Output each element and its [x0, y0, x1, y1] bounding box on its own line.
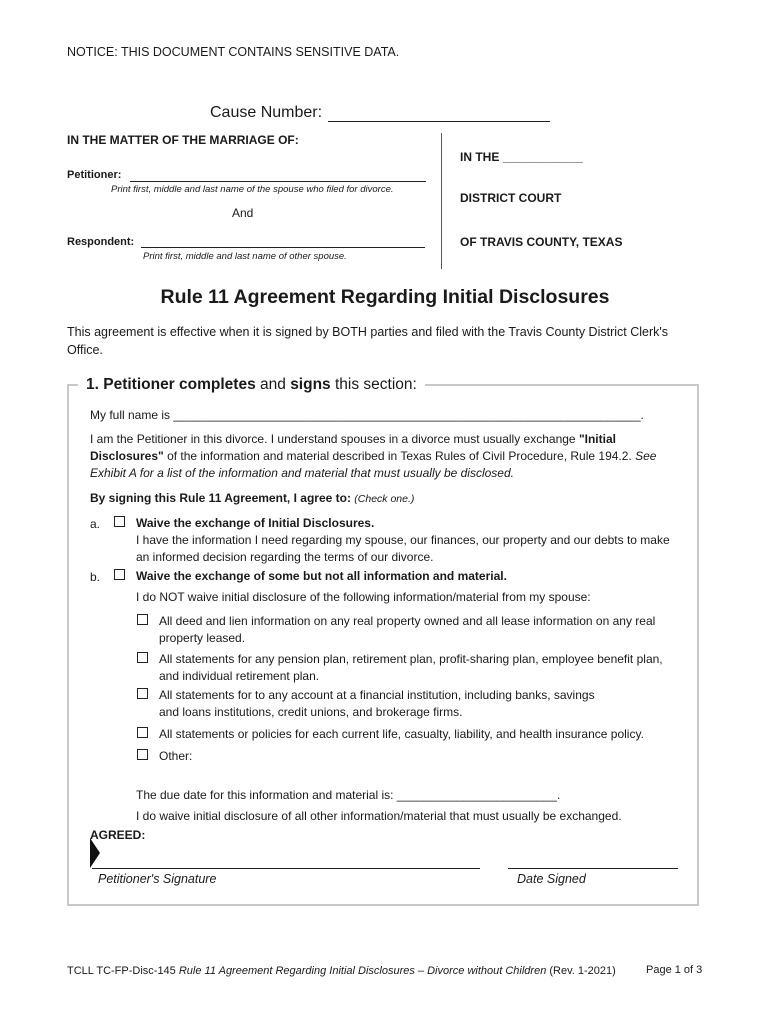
footer-form-info — [67, 965, 616, 977]
item-insurance-checkbox[interactable] — [137, 727, 148, 738]
option-b-letter: b. — [90, 570, 101, 584]
option-b-title: Waive the exchange of some but not all information and material. — [136, 569, 507, 583]
option-a-title: Waive the exchange of Initial Disclosures. — [136, 516, 375, 530]
item-real-property-checkbox[interactable] — [137, 614, 148, 625]
petitioner-name-field[interactable] — [130, 181, 426, 182]
para-line3: Exhibit A for a list of the information and material that must usually be disclosed. — [90, 466, 514, 480]
section-heading — [78, 376, 425, 394]
option-b-line1: I do NOT waive initial disclosure of the following information/material from my spouse: — [136, 590, 591, 604]
item-insurance: All statements or policies for each current life, casualty, liability, and health insurance policy. — [159, 727, 644, 741]
item-pension — [159, 651, 699, 685]
item-pension-checkbox[interactable] — [137, 652, 148, 663]
sensitive-data-notice: NOTICE: THIS DOCUMENT CONTAINS SENSITIVE DATA. — [67, 45, 400, 59]
para-line2-c: See — [635, 449, 657, 463]
page-number: Page 1 of 3 — [646, 964, 703, 976]
cause-number-label: Cause Number: — [210, 104, 323, 121]
petitioner-label: Petitioner: — [67, 169, 122, 181]
petitioner-signature-field[interactable] — [92, 868, 480, 869]
option-b-text — [136, 568, 696, 606]
petitioner-paragraph — [90, 431, 690, 482]
item-real-property-line1: All deed and lien information on any real property owned and all lease information on any real — [159, 614, 656, 628]
option-a-checkbox[interactable] — [114, 516, 125, 527]
item-other-checkbox[interactable] — [137, 749, 148, 760]
petitioner-note: Print first, middle and last name of the spouse who filed for divorce. — [111, 184, 394, 195]
para-line1-a: I am the Petitioner in this divorce. I understand spouses in a divorce must usually exchange — [90, 432, 579, 446]
option-a-text — [136, 515, 701, 566]
matter-heading: IN THE MATTER OF THE MARRIAGE OF: — [67, 133, 299, 147]
para-line2-a: Disclosures" — [90, 449, 164, 463]
cause-number-field[interactable] — [328, 121, 550, 122]
footer-code: TCLL TC-FP-Disc-145 — [67, 965, 179, 977]
footer-form-title: Rule 11 Agreement Regarding Initial Disclosures – Divorce without Children — [178, 965, 547, 977]
court-number-line: IN THE ____________ — [460, 150, 583, 164]
district-court-text: DISTRICT COURT — [460, 191, 562, 205]
item-financial-account-checkbox[interactable] — [137, 688, 148, 699]
item-other: Other: — [159, 749, 193, 763]
caption-divider — [441, 133, 442, 269]
item-pension-line1: All statements for any pension plan, retirement plan, profit-sharing plan, employee benefit plan, — [159, 652, 663, 666]
item-financial-account-line2: and loans institutions, credit unions, and brokerage firms. — [159, 705, 463, 719]
option-a-letter: a. — [90, 517, 101, 531]
agreed-label: AGREED: — [90, 828, 146, 842]
check-one-note: (Check one.) — [354, 493, 415, 505]
intro-line-1: This agreement is effective when it is signed by BOTH parties and filed with the Travis County District Clerk's — [67, 325, 669, 339]
county-text: OF TRAVIS COUNTY, TEXAS — [460, 235, 623, 249]
intro-line-2: Office. — [67, 343, 103, 357]
item-financial-account — [159, 687, 699, 721]
section-heading-rest: this section: — [330, 376, 417, 393]
due-date-field[interactable]: The due date for this information and material is: ________________________. — [136, 788, 561, 802]
date-signed-field[interactable] — [508, 868, 678, 869]
and-text: And — [232, 206, 254, 220]
option-a-line2: an informed decision regarding the terms of our divorce. — [136, 550, 434, 564]
section-heading-signs: signs — [290, 376, 331, 393]
item-pension-line2: and individual retirement plan. — [159, 669, 320, 683]
respondent-label: Respondent: — [67, 236, 135, 248]
item-real-property-line2: property leased. — [159, 631, 246, 645]
agree-to-line — [90, 490, 414, 508]
footer-rev: (Rev. 1-2021) — [546, 965, 616, 977]
page-title: Rule 11 Agreement Regarding Initial Disclosures — [160, 286, 610, 308]
section-heading-and: and — [255, 376, 291, 393]
respondent-note: Print first, middle and last name of other spouse. — [143, 251, 347, 262]
sign-here-arrow-icon — [90, 838, 100, 868]
section-heading-number: 1. Petitioner completes — [86, 376, 256, 393]
waive-other-text: I do waive initial disclosure of all other information/material that must usually be exchanged. — [136, 809, 622, 823]
petitioner-signature-label: Petitioner's Signature — [98, 872, 217, 886]
item-financial-account-line1: All statements for to any account at a financial institution, including banks, savings — [159, 688, 595, 702]
full-name-field[interactable]: My full name is ______________________________________________________________________. — [90, 408, 644, 422]
date-signed-label: Date Signed — [517, 872, 586, 886]
intro-paragraph — [67, 323, 707, 359]
para-line2-b: of the information and material described in Texas Rules of Civil Procedure, Rule 194.2. — [163, 449, 636, 463]
para-line1-b: "Initial — [578, 432, 616, 446]
respondent-name-field[interactable] — [141, 247, 425, 248]
option-b-checkbox[interactable] — [114, 569, 125, 580]
agree-to-text: By signing this Rule 11 Agreement, I agree to: — [90, 491, 351, 505]
item-real-property — [159, 613, 699, 647]
option-a-line1: I have the information I need regarding my spouse, our finances, our property and our debts to make — [136, 533, 670, 547]
